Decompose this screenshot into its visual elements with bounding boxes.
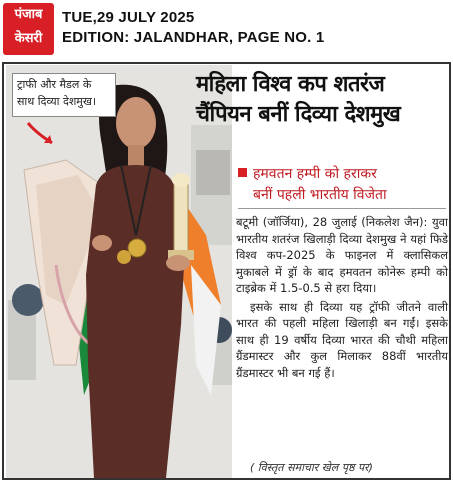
article-paragraph-2: इसके साथ ही दिव्या यह ट्रॉफी जीतने वाली भारत की पहली महिला खिलाड़ी बन गईं। इसके साथ ही 19 वर्षीय दिव्या भारत की चौथी महिला ग्रैंडमास्टर और कुल मिलाकर 88वीं भारतीय ग्रैंडमास्टर भी बन गई हैं। — [236, 299, 448, 380]
logo-line-2: केसरी — [14, 31, 43, 46]
subheadline — [238, 164, 446, 206]
headline-line-1: महिला विश्व कप शतरंज — [196, 72, 385, 97]
news-clipping — [2, 62, 451, 480]
logo-line-1: पंजाब — [14, 7, 43, 22]
headline — [196, 70, 448, 130]
divider — [238, 208, 446, 209]
punjab-kesari-logo — [3, 3, 54, 55]
masthead — [0, 0, 453, 62]
publication-date: TUE,29 JULY 2025 — [62, 9, 195, 26]
article-body — [236, 214, 448, 381]
headline-line-2: चैंपियन बनीं दिव्या देशमुख — [196, 102, 401, 127]
subhead-line-1: हमवतन हम्पी को हराकर — [253, 166, 377, 182]
photo-caption: ट्राफी और मैडल के साथ दिव्या देशमुख। — [12, 73, 116, 117]
subhead-line-2: बनीं पहली भारतीय विजेता — [253, 187, 387, 203]
edition-meta — [62, 8, 324, 48]
edition-info: EDITION: JALANDHAR, PAGE NO. 1 — [62, 29, 325, 46]
article-paragraph-1: बटूमी (जॉर्जिया), 28 जुलाई (निकलेश जैन): युवा भारतीय शतरंज खिलाड़ी दिव्या देशमुख ने यहां फिडे विश्व कप-2025 के फाइनल में क्लासिकल मुकाबले में ड्रॉ के बाद हमवतन कोनेरू हम्पी को टाइब्रेक में 1.5-0.5 से हरा दिया। — [236, 215, 448, 295]
red-square-bullet-icon — [238, 168, 247, 177]
continued-note: ( विस्तृत समाचार खेल पृष्ठ पर) — [250, 461, 373, 474]
